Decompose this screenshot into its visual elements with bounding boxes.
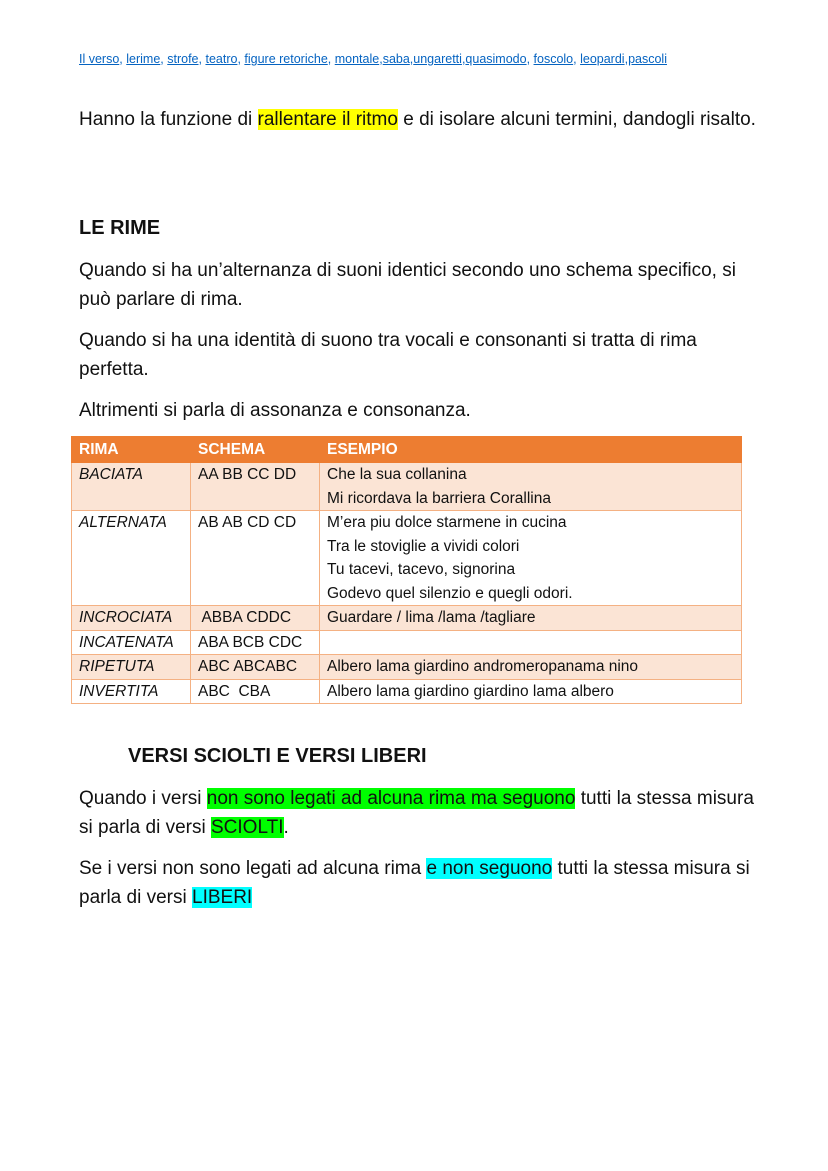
rime-paragraph-1: Quando si ha un’alternanza di suoni identici secondo uno schema specifico, si può parlare di rima. [79,260,736,310]
cell-schema: ABC CBA [191,679,320,704]
cell-rima: INCROCIATA [72,606,191,631]
rime-table [71,436,742,704]
link-il-verso[interactable]: Il verso [79,52,120,66]
cell-esempio: Albero lama giardino giardino lama albero [320,679,742,704]
table-row [72,463,742,511]
highlight-non-legati: non sono legati ad alcuna rima ma seguono [206,788,576,809]
cell-schema: AB AB CD CD [191,511,320,606]
cell-schema: ABA BCB CDC [191,630,320,655]
cell-esempio: Albero lama giardino andromeropanama nino [320,655,742,680]
heading-le-rime: LE RIME [79,217,161,239]
cell-rima: INCATENATA [72,630,191,655]
link-leopardi[interactable]: leopardi [580,52,625,66]
cell-schema: ABBA CDDC [191,606,320,631]
link-saba[interactable]: saba [382,52,410,66]
topic-links: Il verso, lerime, strofe, teatro, figure retoriche, montale,saba,ungaretti,quasimodo, foscolo, leopardi,pascoli [79,52,667,66]
cell-esempio: Che la sua collanina Mi ricordava la barriera Corallina [320,463,742,511]
link-lerime[interactable]: lerime [126,52,161,66]
header-schema: SCHEMA [191,437,320,463]
header-esempio: ESEMPIO [320,437,742,463]
cell-esempio: Guardare / lima /lama /tagliare [320,606,742,631]
versi-paragraph-2: Se i versi non sono legati ad alcuna rima e non seguono tutti la stessa misura si parla di versi LIBERI [79,858,750,908]
cell-schema: AA BB CC DD [191,463,320,511]
table-header-row [72,437,742,463]
table-row [72,655,742,680]
cell-rima: RIPETUTA [72,655,191,680]
table-row [72,630,742,655]
table-row [72,679,742,704]
versi-paragraph-1: Quando i versi non sono legati ad alcuna rima ma seguono tutti la stessa misura si parla di versi SCIOLTI. [79,788,754,838]
table-row [72,606,742,631]
link-ungaretti[interactable]: ungaretti [413,52,462,66]
heading-versi-sciolti-liberi: VERSI SCIOLTI E VERSI LIBERI [128,745,427,767]
table-row [72,511,742,606]
highlight-sciolti: SCIOLTI [211,817,284,838]
intro-paragraph: Hanno la funzione di rallentare il ritmo e di isolare alcuni termini, dandogli risalto. [79,109,756,130]
link-figure-retoriche[interactable]: figure retoriche [244,52,328,66]
cell-esempio [320,630,742,655]
cell-schema: ABC ABCABC [191,655,320,680]
cell-rima: BACIATA [72,463,191,511]
link-quasimodo[interactable]: quasimodo [465,52,527,66]
cell-esempio: M’era piu dolce starmene in cucina Tra le stoviglie a vividi colori Tu tacevi, tacevo, signorina Godevo quel silenzio e quegli odori. [320,511,742,606]
highlight-liberi: LIBERI [192,887,253,908]
header-rima: RIMA [72,437,191,463]
link-teatro[interactable]: teatro [205,52,238,66]
link-foscolo[interactable]: foscolo [533,52,574,66]
highlight-non-seguono: e non seguono [426,858,553,879]
highlight-rallentare: rallentare il ritmo [257,109,398,130]
rime-paragraph-2: Quando si ha una identità di suono tra vocali e consonanti si tratta di rima perfetta. [79,330,697,380]
link-montale[interactable]: montale [334,52,380,66]
link-strofe[interactable]: strofe [167,52,199,66]
cell-rima: INVERTITA [72,679,191,704]
link-pascoli[interactable]: pascoli [628,52,667,66]
rime-paragraph-3: Altrimenti si parla di assonanza e consonanza. [79,400,471,421]
cell-rima: ALTERNATA [72,511,191,606]
